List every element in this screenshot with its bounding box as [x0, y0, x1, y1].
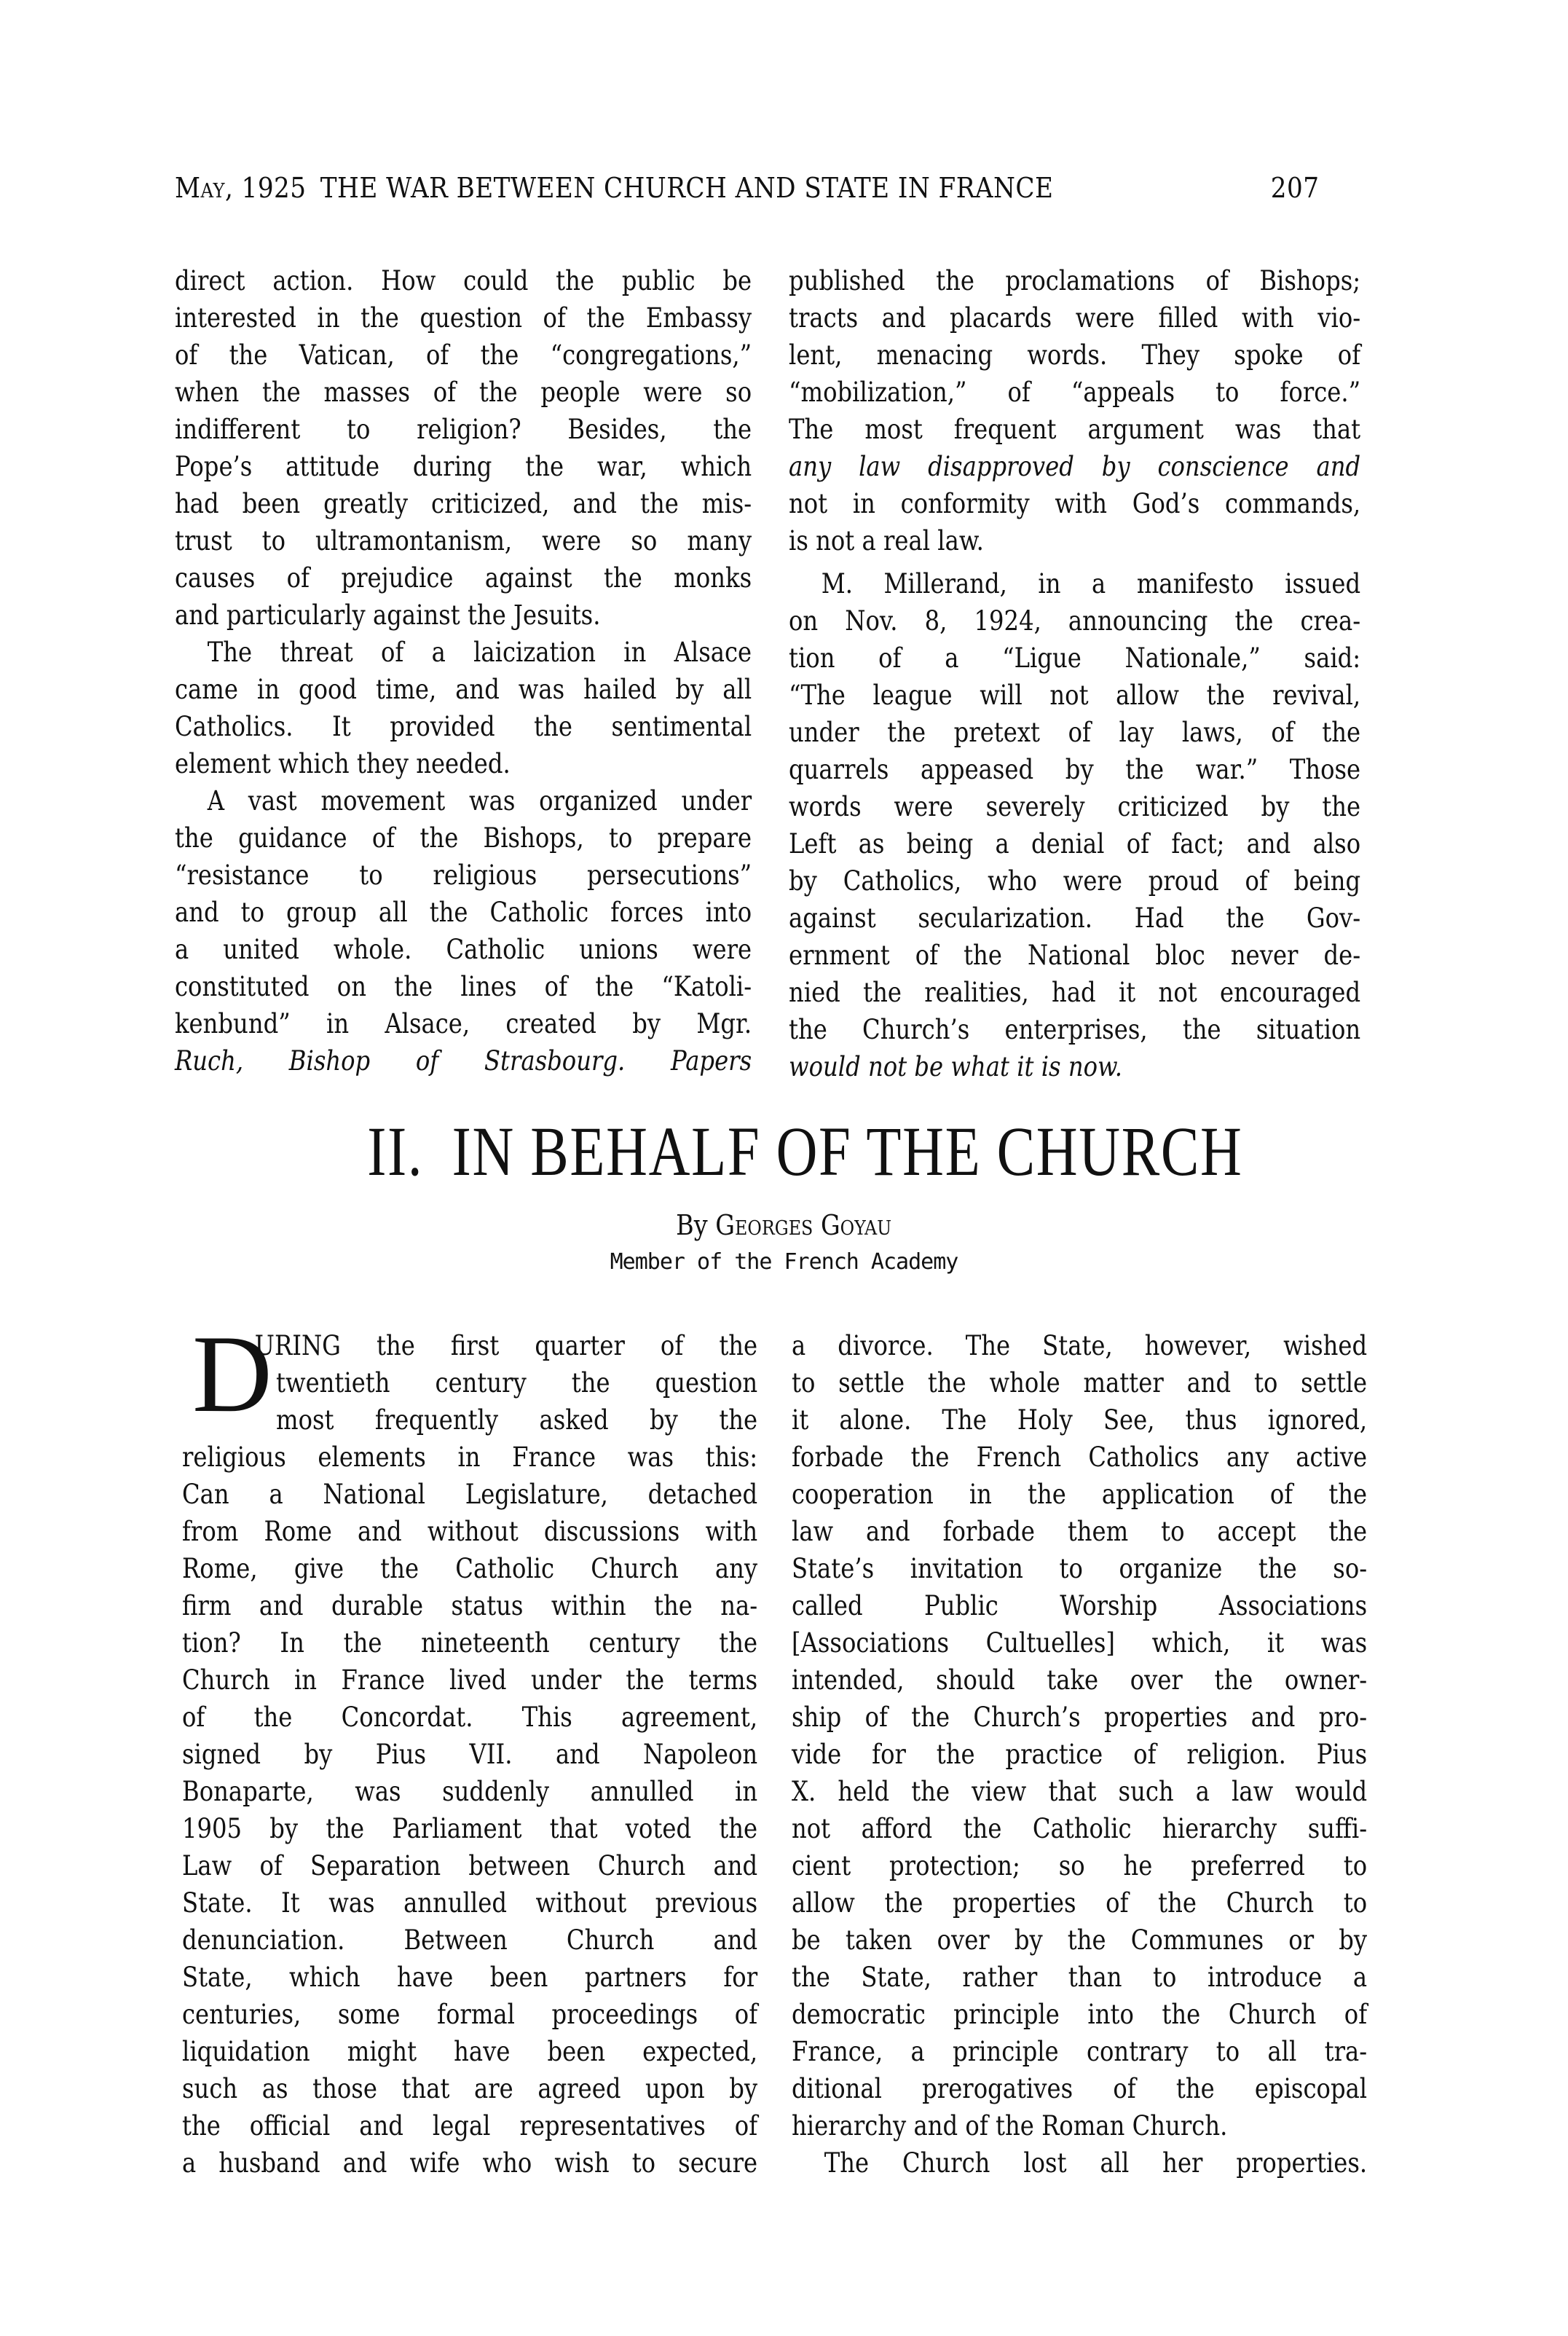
- text-line: centuries, some formal proceedings of: [182, 1998, 758, 2030]
- text-line: and to group all the Catholic forces into: [175, 896, 752, 928]
- byline-prefix: By: [676, 1209, 708, 1241]
- bottom-left-column: [182, 1313, 758, 2182]
- text-line: of the Vatican, of the “congregations,”: [175, 339, 752, 371]
- text-line: called Public Worship Associations: [792, 1589, 1368, 1621]
- text-line: intended, should take over the owner-: [792, 1664, 1368, 1696]
- text-line: had been greatly criticized, and the mis-: [175, 487, 752, 519]
- text-line: is not a real law.: [789, 524, 984, 557]
- text-line: the Church’s enterprises, the situation: [789, 1013, 1361, 1045]
- text-line: Pope’s attitude during the war, which: [175, 450, 752, 482]
- text-line: it alone. The Holy See, thus ignored,: [792, 1404, 1368, 1436]
- paragraph-start-line: The Church lost all her properties.: [824, 2147, 1368, 2179]
- byline: [0, 1209, 1568, 1241]
- text-line: religious elements in France was this:: [182, 1441, 758, 1473]
- text-line: X. held the view that such a law would: [792, 1775, 1368, 1807]
- text-line: interested in the question of the Embassy: [175, 302, 752, 334]
- text-line: element which they needed.: [175, 747, 511, 779]
- text-line: indifferent to religion? Besides, the: [175, 413, 752, 445]
- running-title: THE WAR BETWEEN CHURCH AND STATE IN FRANCE: [320, 172, 1054, 204]
- issue-date: May, 1925: [175, 172, 307, 204]
- text-line: France, a principle contrary to all tra-: [792, 2035, 1368, 2067]
- text-line: on Nov. 8, 1924, announcing the crea-: [789, 605, 1361, 637]
- text-line: a divorce. The State, however, wished: [792, 1329, 1368, 1361]
- text-line: would not be what it is now.: [789, 1050, 1123, 1082]
- text-line: Can a National Legislature, detached: [182, 1478, 758, 1510]
- paragraph-gap: [789, 559, 1360, 565]
- bottom-right-column: [792, 1327, 1367, 2182]
- text-line: causes of prejudice against the monks: [175, 562, 752, 594]
- text-line: a united whole. Catholic unions were: [175, 933, 752, 965]
- text-line: direct action. How could the public be: [175, 264, 752, 296]
- author-affiliation: Member of the French Academy: [610, 1249, 958, 1275]
- paragraph-start-line: A vast movement was organized under: [207, 784, 752, 817]
- text-line: tion of a “Ligue Nationale,” said:: [789, 642, 1361, 674]
- text-line: Catholics. It provided the sentimental: [175, 710, 752, 742]
- text-line: by Catholics, who were proud of being: [789, 865, 1361, 897]
- text-line: under the pretext of lay laws, of the: [789, 716, 1361, 748]
- text-line: Rome, give the Catholic Church any: [182, 1552, 758, 1584]
- text-line: tracts and placards were filled with vio-: [789, 302, 1361, 334]
- text-line: ship of the Church’s properties and pro-: [792, 1701, 1368, 1733]
- top-left-column: [175, 262, 752, 1079]
- text-line: cient protection; so he preferred to: [792, 1849, 1368, 1881]
- text-line: vide for the practice of religion. Pius: [792, 1738, 1368, 1770]
- text-line: [Associations Cultuelles] which, it was: [792, 1627, 1368, 1659]
- text-line: not in conformity with God’s commands,: [789, 487, 1361, 519]
- text-line: “resistance to religious persecutions”: [175, 859, 752, 891]
- text-line: cooperation in the application of the: [792, 1478, 1368, 1510]
- text-line: liquidation might have been expected,: [182, 2035, 758, 2067]
- drop-cap: D: [192, 1313, 272, 1435]
- text-line: the State, rather than to introduce a: [792, 1961, 1368, 1993]
- text-line: be taken over by the Communes or by: [792, 1924, 1368, 1956]
- text-line: democratic principle into the Church of: [792, 1998, 1368, 2030]
- text-line: and particularly against the Jesuits.: [175, 599, 601, 631]
- text-line: 1905 by the Parliament that voted the: [182, 1812, 758, 1844]
- text-line: not afford the Catholic hierarchy suffi-: [792, 1812, 1368, 1844]
- text-line: State. It was annulled without previous: [182, 1887, 758, 1919]
- running-head: [175, 172, 1320, 213]
- text-line: the official and legal representatives of: [182, 2109, 758, 2142]
- section-number: II.: [367, 1112, 424, 1190]
- text-line: tion? In the nineteenth century the: [182, 1627, 758, 1659]
- paragraph-start-line: M. Millerand, in a manifesto issued: [821, 567, 1361, 599]
- text-line: signed by Pius VII. and Napoleon: [182, 1738, 758, 1770]
- text-line: Bonaparte, was suddenly annulled in: [182, 1775, 758, 1807]
- text-line: of the Concordat. This agreement,: [182, 1701, 758, 1733]
- text-line: quarrels appeased by the war.” Those: [789, 753, 1361, 785]
- text-line: firm and durable status within the na-: [182, 1589, 758, 1621]
- text-line: twentieth century the question: [276, 1366, 758, 1399]
- text-line: kenbund” in Alsace, created by Mgr.: [175, 1007, 752, 1039]
- text-line: Ruch, Bishop of Strasbourg. Papers: [175, 1045, 752, 1077]
- text-line: The most frequent argument was that: [789, 413, 1361, 445]
- text-line: ernment of the National bloc never de-: [789, 939, 1361, 971]
- text-line: words were severely criticized by the: [789, 790, 1361, 822]
- text-line: Left as being a denial of fact; and also: [789, 827, 1361, 860]
- text-line: most frequently asked by the: [276, 1404, 758, 1436]
- text-line: Church in France lived under the terms: [182, 1664, 758, 1696]
- text-line: “mobilization,” of “appeals to force.”: [789, 376, 1361, 408]
- text-line: hierarchy and of the Roman Church.: [792, 2109, 1228, 2142]
- text-line: URING the first quarter of the: [254, 1329, 758, 1361]
- text-line: from Rome and without discussions with: [182, 1515, 758, 1547]
- text-line: State, which have been partners for: [182, 1961, 758, 1993]
- text-line: to settle the whole matter and to settle: [792, 1366, 1368, 1399]
- section-title: [367, 1111, 1243, 1192]
- text-line: lent, menacing words. They spoke of: [789, 339, 1361, 371]
- text-line: Law of Separation between Church and: [182, 1849, 758, 1881]
- text-line: law and forbade them to accept the: [792, 1515, 1368, 1547]
- text-line: forbade the French Catholics any active: [792, 1441, 1368, 1473]
- text-line: nied the realities, had it not encouraged: [789, 976, 1361, 1008]
- text-line: ditional prerogatives of the episcopal: [792, 2072, 1368, 2104]
- paragraph-start-line: The threat of a laicization in Alsace: [207, 636, 752, 668]
- text-line: denunciation. Between Church and: [182, 1924, 758, 1956]
- page-number: 207: [1270, 172, 1320, 204]
- text-line: a husband and wife who wish to secure: [182, 2147, 758, 2179]
- text-line: such as those that are agreed upon by: [182, 2072, 758, 2104]
- top-right-column: [789, 262, 1360, 1085]
- text-line: constituted on the lines of the “Katoli-: [175, 970, 752, 1002]
- text-line: any law disapproved by conscience and: [789, 450, 1361, 482]
- text-line: came in good time, and was hailed by all: [175, 673, 752, 705]
- text-line: against secularization. Had the Gov-: [789, 902, 1361, 934]
- section-heading: IN BEHALF OF THE CHURCH: [452, 1112, 1243, 1190]
- text-line: the guidance of the Bishops, to prepare: [175, 822, 752, 854]
- text-line: allow the properties of the Church to: [792, 1887, 1368, 1919]
- text-line: trust to ultramontanism, were so many: [175, 524, 752, 557]
- author-name: Georges Goyau: [715, 1209, 892, 1241]
- text-line: “The league will not allow the revival,: [789, 679, 1361, 711]
- text-line: published the proclamations of Bishops;: [789, 264, 1361, 296]
- text-line: State’s invitation to organize the so-: [792, 1552, 1368, 1584]
- text-line: when the masses of the people were so: [175, 376, 752, 408]
